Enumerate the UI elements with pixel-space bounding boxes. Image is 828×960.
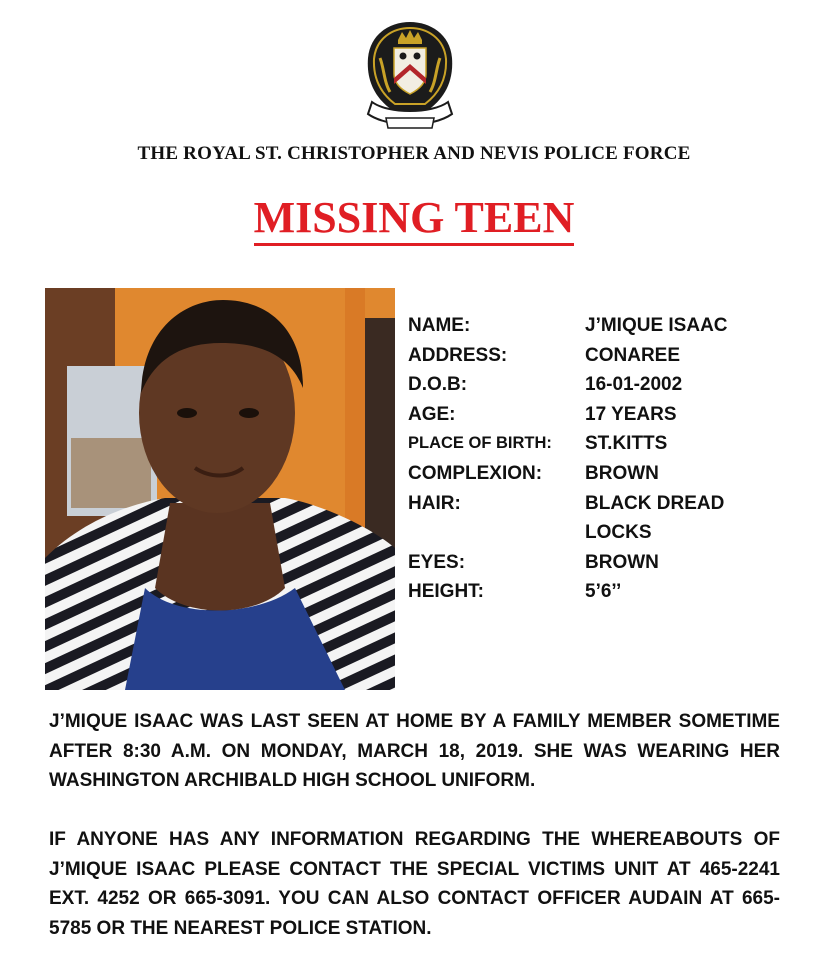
detail-value: 5’6’’ <box>585 581 622 603</box>
detail-row-dob <box>408 370 808 400</box>
detail-row-place-of-birth <box>408 429 808 459</box>
detail-value: ST.KITTS <box>585 433 668 455</box>
detail-row-eyes <box>408 548 808 578</box>
detail-label: ADDRESS: <box>408 344 508 366</box>
organization-name: THE ROYAL ST. CHRISTOPHER AND NEVIS POLICE FORCE <box>137 143 691 164</box>
last-seen-paragraph: J’MIQUE ISAAC WAS LAST SEEN AT HOME BY A FAMILY MEMBER SOMETIME AFTER 8:30 A.M. ON MONDAY, MARCH 18, 2019. SHE WAS WEARING HER WASHINGTON ARCHIBALD HIGH SCHOOL UNIFORM. <box>49 711 780 791</box>
detail-row-name <box>408 311 808 341</box>
missing-person-details <box>408 311 808 607</box>
contact-paragraph: IF ANYONE HAS ANY INFORMATION REGARDING THE WHEREABOUTS OF J’MIQUE ISAAC PLEASE CONTACT THE SPECIAL VICTIMS UNIT AT 465-2241 EXT. 4252 OR 665-3091. YOU CAN ALSO CONTACT OFFICER AUDAIN AT 665-5785 OR THE NEAREST POLICE STATION. <box>49 829 780 939</box>
detail-row-hair-cont <box>408 518 808 548</box>
detail-label: COMPLEXION: <box>408 462 543 484</box>
page-title: MISSING TEEN <box>0 192 828 244</box>
detail-value: BROWN <box>585 462 659 484</box>
police-crest-icon <box>358 18 462 132</box>
detail-label: EYES: <box>408 551 466 573</box>
missing-person-photo <box>45 288 395 690</box>
detail-label: AGE: <box>408 403 456 425</box>
detail-label: NAME: <box>408 315 471 336</box>
detail-value: J’MIQUE ISAAC <box>585 315 728 336</box>
detail-row-complexion <box>408 459 808 489</box>
detail-value: LOCKS <box>585 522 652 544</box>
detail-label <box>408 518 585 548</box>
detail-value: BLACK DREAD <box>585 492 725 514</box>
detail-value: 17 YEARS <box>585 403 677 425</box>
detail-row-address <box>408 341 808 371</box>
detail-row-hair <box>408 489 808 519</box>
police-crest-logo <box>358 18 462 132</box>
detail-label: D.O.B: <box>408 374 468 396</box>
detail-value: CONAREE <box>585 344 681 366</box>
detail-label: HEIGHT: <box>408 581 484 603</box>
detail-value: 16-01-2002 <box>585 374 683 396</box>
detail-row-age <box>408 400 808 430</box>
detail-label: PLACE OF BIRTH: <box>408 434 552 453</box>
detail-value: BROWN <box>585 551 659 573</box>
detail-label: HAIR: <box>408 492 461 514</box>
detail-row-height <box>408 577 808 607</box>
